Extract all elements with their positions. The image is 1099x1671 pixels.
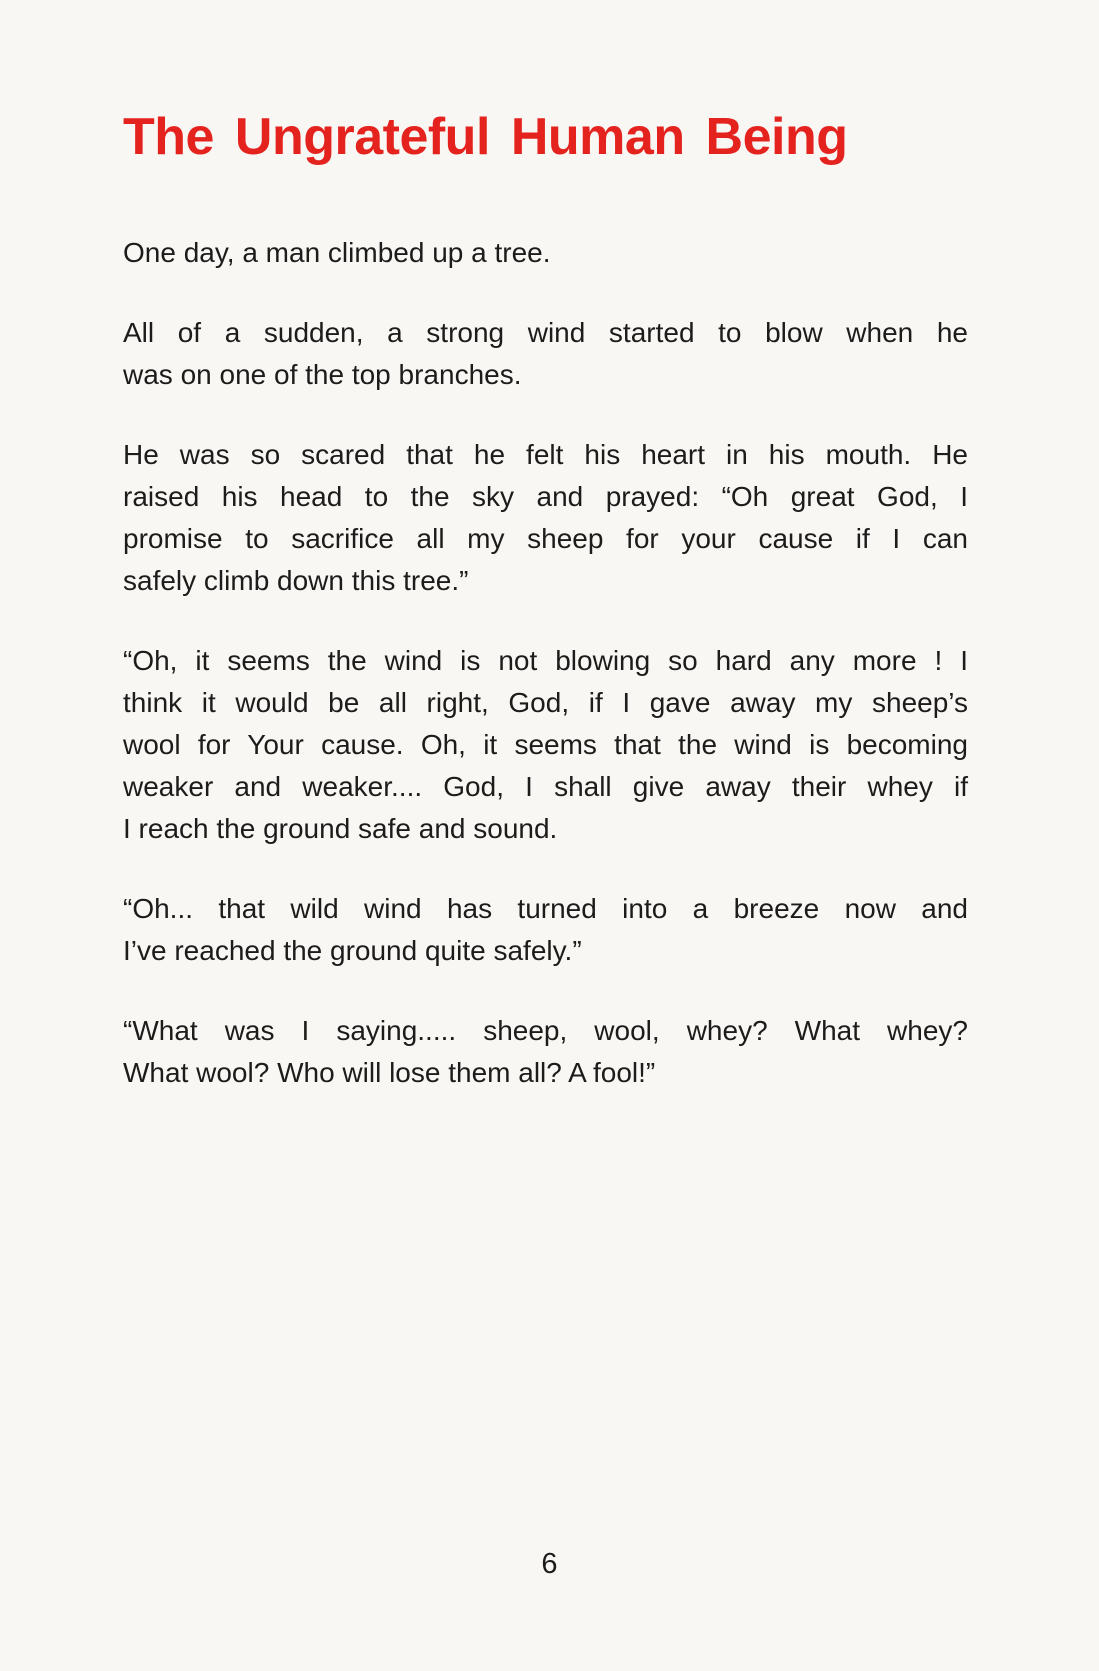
story-line: weaker and weaker.... God, I shall give away their whey if	[123, 771, 968, 802]
story-line: safely climb down this tree.”	[123, 565, 469, 596]
story-line: I’ve reached the ground quite safely.”	[123, 935, 582, 966]
page-number: 6	[541, 1548, 558, 1580]
page-content	[123, 104, 968, 1132]
story-line: He was so scared that he felt his heart in his mouth. He	[123, 439, 968, 470]
story-line: raised his head to the sky and prayed: “Oh great God, I	[123, 481, 968, 512]
story-line: All of a sudden, a strong wind started to blow when he	[123, 317, 968, 348]
story-paragraph	[123, 232, 968, 274]
story-line: was on one of the top branches.	[123, 359, 522, 390]
story-line: I reach the ground safe and sound.	[123, 813, 558, 844]
story-body	[123, 232, 968, 1094]
story-line: wool for Your cause. Oh, it seems that the wind is becoming	[123, 729, 968, 760]
story-line: promise to sacrifice all my sheep for your cause if I can	[123, 523, 968, 554]
story-line: “What was I saying..... sheep, wool, whey? What whey?	[123, 1015, 968, 1046]
story-paragraph	[123, 1010, 968, 1094]
story-paragraph	[123, 640, 968, 850]
story-line: “Oh, it seems the wind is not blowing so hard any more ! I	[123, 645, 968, 676]
story-line: “Oh... that wild wind has turned into a breeze now and	[123, 893, 968, 924]
story-paragraph	[123, 888, 968, 972]
story-paragraph	[123, 434, 968, 602]
story-line: One day, a man climbed up a tree.	[123, 237, 551, 268]
story-line: What wool? Who will lose them all? A fool!”	[123, 1057, 656, 1088]
story-paragraph	[123, 312, 968, 396]
page-title: The Ungrateful Human Being	[123, 108, 848, 166]
story-line: think it would be all right, God, if I gave away my sheep’s	[123, 687, 968, 718]
